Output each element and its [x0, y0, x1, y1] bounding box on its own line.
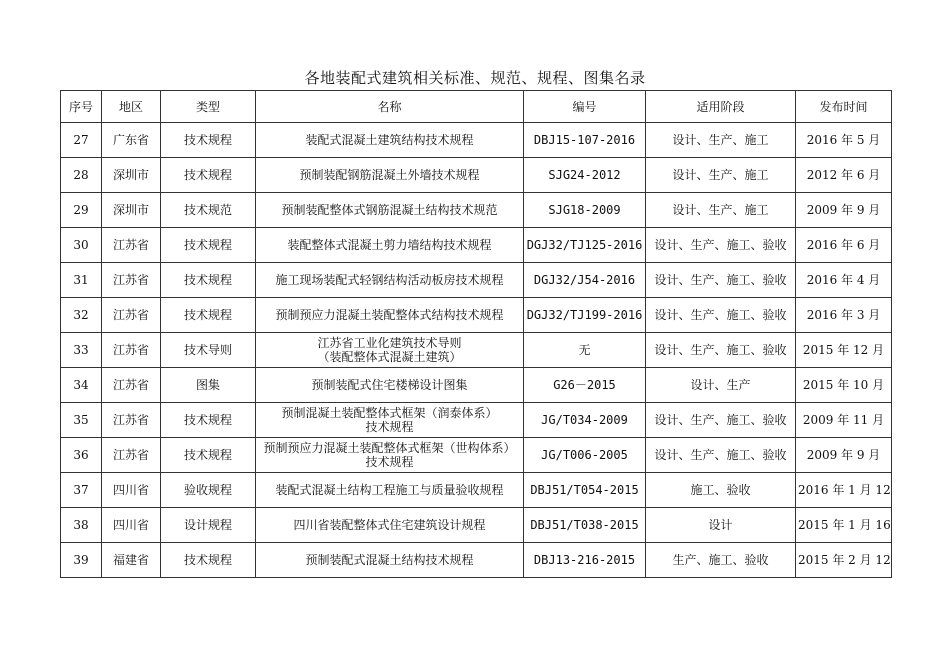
cell-index: 39: [61, 543, 102, 578]
header-stage: 适用阶段: [646, 91, 796, 123]
cell-name: [256, 333, 524, 368]
cell-name-line: 装配式混凝土结构工程施工与质量验收规程: [275, 483, 504, 497]
cell-index: 33: [61, 333, 102, 368]
cell-code: 无: [524, 333, 646, 368]
cell-stage: 设计、生产、施工、验收: [646, 403, 796, 438]
cell-stage: 设计、生产: [646, 368, 796, 403]
table-header-row: [61, 91, 892, 123]
cell-region: 深圳市: [102, 193, 161, 228]
cell-date: 2009 年 9 月: [796, 438, 892, 473]
cell-code: SJG24-2012: [524, 158, 646, 193]
cell-index: 38: [61, 508, 102, 543]
cell-code: G26－2015: [524, 368, 646, 403]
cell-type: 技术规程: [161, 228, 256, 263]
cell-name-line: 预制混凝土装配整体式框架（润泰体系）: [281, 406, 498, 420]
cell-stage: 设计、生产、施工: [646, 193, 796, 228]
cell-name-line: 装配式混凝土建筑结构技术规程: [305, 133, 474, 147]
cell-name-line: 技术规程: [365, 420, 414, 434]
cell-code: JG/T034-2009: [524, 403, 646, 438]
cell-name: [256, 368, 524, 403]
cell-name-line: 装配整体式混凝土剪力墙结构技术规程: [287, 238, 492, 252]
cell-type: 技术规程: [161, 403, 256, 438]
cell-type: 技术规范: [161, 193, 256, 228]
cell-code: DGJ32/TJ199-2016: [524, 298, 646, 333]
cell-name: [256, 473, 524, 508]
cell-name: [256, 508, 524, 543]
cell-name-line: 四川省装配整体式住宅建筑设计规程: [293, 518, 486, 532]
cell-name-line: 江苏省工业化建筑技术导则: [317, 336, 462, 350]
header-name: 名称: [256, 91, 524, 123]
cell-date: 2015 年 2 月 12: [796, 543, 892, 578]
cell-stage: 设计、生产、施工、验收: [646, 263, 796, 298]
cell-region: 江苏省: [102, 368, 161, 403]
cell-date: 2012 年 6 月: [796, 158, 892, 193]
cell-code: DGJ32/J54-2016: [524, 263, 646, 298]
cell-name: [256, 298, 524, 333]
cell-code: SJG18-2009: [524, 193, 646, 228]
table-row: [61, 158, 892, 193]
cell-type: 技术规程: [161, 438, 256, 473]
cell-date: 2016 年 3 月: [796, 298, 892, 333]
cell-stage: 生产、施工、验收: [646, 543, 796, 578]
cell-region: 江苏省: [102, 298, 161, 333]
cell-stage: 设计、生产、施工、验收: [646, 438, 796, 473]
cell-name-line: 预制预应力混凝土装配整体式结构技术规程: [275, 308, 504, 322]
cell-region: 四川省: [102, 473, 161, 508]
cell-code: DBJ15-107-2016: [524, 123, 646, 158]
cell-stage: 设计、生产、施工: [646, 158, 796, 193]
document-title: 各地装配式建筑相关标准、规范、规程、图集名录: [304, 69, 646, 87]
cell-index: 27: [61, 123, 102, 158]
table-row: [61, 508, 892, 543]
table-row: [61, 193, 892, 228]
cell-type: 验收规程: [161, 473, 256, 508]
cell-stage: 设计: [646, 508, 796, 543]
cell-name: [256, 228, 524, 263]
cell-type: 技术导则: [161, 333, 256, 368]
table-body: [61, 123, 892, 578]
cell-region: 江苏省: [102, 263, 161, 298]
header-region: 地区: [102, 91, 161, 123]
table-row: [61, 438, 892, 473]
cell-index: 37: [61, 473, 102, 508]
cell-type: 图集: [161, 368, 256, 403]
cell-type: 技术规程: [161, 158, 256, 193]
cell-code: DGJ32/TJ125-2016: [524, 228, 646, 263]
header-type: 类型: [161, 91, 256, 123]
cell-index: 28: [61, 158, 102, 193]
cell-index: 36: [61, 438, 102, 473]
cell-name-line: 预制装配式住宅楼梯设计图集: [311, 378, 468, 392]
cell-date: 2016 年 4 月: [796, 263, 892, 298]
cell-index: 35: [61, 403, 102, 438]
cell-date: 2009 年 9 月: [796, 193, 892, 228]
cell-index: 30: [61, 228, 102, 263]
table-row: [61, 543, 892, 578]
cell-stage: 施工、验收: [646, 473, 796, 508]
cell-name: [256, 158, 524, 193]
table-row: [61, 298, 892, 333]
cell-region: 江苏省: [102, 403, 161, 438]
header-index: 序号: [61, 91, 102, 123]
cell-type: 设计规程: [161, 508, 256, 543]
cell-name: [256, 193, 524, 228]
cell-name-line: 预制预应力混凝土装配整体式框架（世构体系）: [263, 441, 516, 455]
cell-name-line: 预制装配整体式钢筋混凝土结构技术规范: [281, 203, 498, 217]
table-row: [61, 333, 892, 368]
cell-name-line: 预制装配式混凝土结构技术规程: [305, 553, 474, 567]
table-row: [61, 228, 892, 263]
cell-code: DBJ51/T054-2015: [524, 473, 646, 508]
cell-code: JG/T006-2005: [524, 438, 646, 473]
cell-index: 34: [61, 368, 102, 403]
cell-region: 江苏省: [102, 228, 161, 263]
cell-date: 2009 年 11 月: [796, 403, 892, 438]
standards-table: [60, 90, 892, 578]
table-row: [61, 473, 892, 508]
cell-code: DBJ13-216-2015: [524, 543, 646, 578]
table-row: [61, 403, 892, 438]
cell-region: 四川省: [102, 508, 161, 543]
cell-name: [256, 123, 524, 158]
cell-name-line: 预制装配钢筋混凝土外墙技术规程: [299, 168, 480, 182]
header-date: 发布时间: [796, 91, 892, 123]
cell-date: 2016 年 1 月 12: [796, 473, 892, 508]
cell-region: 江苏省: [102, 333, 161, 368]
cell-name-line: （装配整体式混凝土建筑）: [317, 350, 462, 364]
cell-index: 29: [61, 193, 102, 228]
cell-date: 2015 年 1 月 16: [796, 508, 892, 543]
cell-stage: 设计、生产、施工、验收: [646, 228, 796, 263]
cell-region: 广东省: [102, 123, 161, 158]
cell-date: 2016 年 6 月: [796, 228, 892, 263]
cell-type: 技术规程: [161, 123, 256, 158]
cell-code: DBJ51/T038-2015: [524, 508, 646, 543]
cell-index: 31: [61, 263, 102, 298]
cell-index: 32: [61, 298, 102, 333]
cell-date: 2016 年 5 月: [796, 123, 892, 158]
cell-name: [256, 263, 524, 298]
cell-type: 技术规程: [161, 263, 256, 298]
cell-stage: 设计、生产、施工、验收: [646, 333, 796, 368]
cell-date: 2015 年 12 月: [796, 333, 892, 368]
cell-name-line: 施工现场装配式轻钢结构活动板房技术规程: [275, 273, 504, 287]
cell-name: [256, 438, 524, 473]
cell-stage: 设计、生产、施工: [646, 123, 796, 158]
cell-name: [256, 403, 524, 438]
header-code: 编号: [524, 91, 646, 123]
cell-type: 技术规程: [161, 543, 256, 578]
cell-region: 深圳市: [102, 158, 161, 193]
cell-stage: 设计、生产、施工、验收: [646, 298, 796, 333]
cell-type: 技术规程: [161, 298, 256, 333]
cell-region: 江苏省: [102, 438, 161, 473]
cell-region: 福建省: [102, 543, 161, 578]
table-row: [61, 123, 892, 158]
cell-name: [256, 543, 524, 578]
cell-name-line: 技术规程: [365, 455, 414, 469]
table-row: [61, 368, 892, 403]
table-row: [61, 263, 892, 298]
cell-date: 2015 年 10 月: [796, 368, 892, 403]
